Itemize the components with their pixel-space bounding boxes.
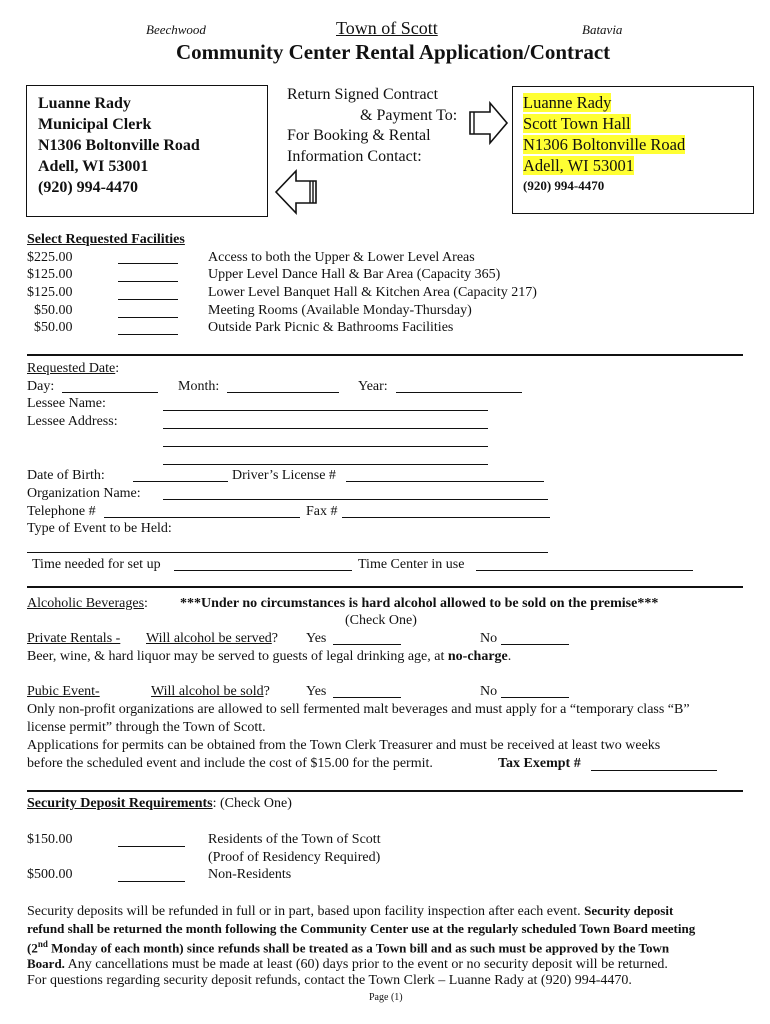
- deposit-para-1-text: Security deposits will be refunded in full or in part, based upon facility inspection after each event.: [27, 904, 581, 919]
- page-number: Page (1): [369, 992, 403, 1003]
- tax-exempt-label: Tax Exempt #: [498, 756, 581, 771]
- deposit-amount: $150.00: [27, 832, 73, 847]
- year-field[interactable]: [396, 392, 522, 393]
- beer-text-main: Beer, wine, & hard liquor may be served to guests of legal drinking age, at: [27, 649, 448, 664]
- day-label: Day:: [27, 379, 55, 394]
- lessee-address-label: Lessee Address:: [27, 414, 118, 429]
- facility-price: $125.00: [27, 285, 73, 300]
- header-center-town: Town of Scott: [336, 18, 438, 38]
- left-contact-street: N1306 Boltonville Road: [38, 137, 200, 154]
- deposit-para-1-bold: Security deposit: [584, 903, 674, 918]
- left-arrow-icon: [272, 167, 320, 217]
- private-question-mark: ?: [271, 631, 278, 646]
- lessee-name-label: Lessee Name:: [27, 396, 106, 411]
- left-contact-phone: (920) 994-4470: [38, 179, 138, 196]
- deposit-para-3-b: Monday of each month) since refunds shall be treated as a Town bill and as such must be approved by the Town: [47, 940, 670, 956]
- event-type-label: Type of Event to be Held:: [27, 521, 172, 536]
- facility-checkbox-line[interactable]: [118, 334, 178, 335]
- lessee-name-field[interactable]: [163, 410, 488, 411]
- lessee-address-field-2[interactable]: [163, 446, 488, 447]
- public-event-label: Pubic Event-: [27, 684, 100, 699]
- private-no-field[interactable]: [501, 644, 569, 645]
- facility-checkbox-line[interactable]: [118, 299, 178, 300]
- private-rentals-label: Private Rentals -: [27, 631, 121, 646]
- telephone-field[interactable]: [104, 517, 300, 518]
- right-contact-name-text: Luanne Rady: [523, 93, 612, 112]
- right-contact-name: [523, 93, 611, 113]
- deposit-paragraph-line-5: For questions regarding security deposit refunds, contact the Town Clerk – Luanne Rady at (920) 994-4470.: [27, 973, 632, 988]
- left-contact-title: Municipal Clerk: [38, 116, 152, 133]
- deposit-desc: Non-Residents: [208, 867, 292, 882]
- organization-field[interactable]: [163, 499, 548, 500]
- facility-price: $50.00: [34, 320, 73, 335]
- facility-price: $125.00: [27, 267, 73, 282]
- day-field[interactable]: [62, 392, 158, 393]
- lessee-address-field-3[interactable]: [163, 464, 488, 465]
- alcohol-heading: [27, 596, 148, 612]
- return-text-line3: For Booking & Rental: [287, 127, 431, 144]
- month-label: Month:: [178, 379, 220, 394]
- deposit-paragraph-line-2: refund shall be returned the month following the Community Center use at the regularly scheduled Town Board meeting: [27, 921, 696, 936]
- deposit-checkbox-line[interactable]: [118, 846, 185, 847]
- deposit-proof: (Proof of Residency Required): [208, 850, 381, 865]
- public-no-label: No: [480, 684, 498, 699]
- private-question: [146, 631, 278, 647]
- beer-text-period: .: [507, 649, 512, 664]
- section-divider: [27, 790, 743, 792]
- facility-desc: Access to both the Upper & Lower Level Areas: [208, 250, 475, 265]
- right-contact-city: [523, 156, 634, 176]
- section-divider: [27, 354, 743, 356]
- facility-checkbox-line[interactable]: [118, 281, 178, 282]
- fax-field[interactable]: [342, 517, 550, 518]
- facility-checkbox-line[interactable]: [118, 263, 178, 264]
- public-yes-field[interactable]: [333, 697, 401, 698]
- deposit-para-4-bold: Board.: [27, 956, 65, 971]
- facility-desc: Lower Level Banquet Hall & Kitchen Area (Capacity 217): [208, 285, 537, 300]
- return-text-line1: Return Signed Contract: [287, 86, 439, 103]
- return-text-line4: Information Contact:: [287, 148, 422, 165]
- setup-time-label: Time needed for set up: [32, 557, 161, 572]
- right-contact-street-text: N1306 Boltonville Road: [523, 135, 686, 154]
- deposit-heading-text: Security Deposit Requirements: [27, 796, 213, 811]
- license-field[interactable]: [346, 481, 544, 482]
- deposit-paragraph-line-3: [27, 939, 669, 956]
- organization-label: Organization Name:: [27, 486, 141, 501]
- deposit-desc: Residents of the Town of Scott: [208, 832, 381, 847]
- deposit-checkbox-line[interactable]: [118, 881, 185, 882]
- public-question-mark: ?: [263, 684, 270, 699]
- public-question: [151, 684, 270, 700]
- right-arrow-icon: [466, 100, 510, 146]
- beer-text-bold: no-charge: [447, 649, 508, 664]
- requested-date-colon: :: [115, 361, 120, 376]
- tax-exempt-field[interactable]: [591, 770, 717, 771]
- center-time-field[interactable]: [476, 570, 693, 571]
- year-label: Year:: [358, 379, 388, 394]
- nonprofit-line-2: license permit” through the Town of Scott.: [27, 720, 266, 735]
- deposit-para-4-text: Any cancellations must be made at least (60) days prior to the event or no security deposit will be returned.: [64, 957, 668, 972]
- right-contact-street: [523, 135, 685, 155]
- alcohol-check-one: (Check One): [345, 613, 417, 628]
- section-divider: [27, 586, 743, 588]
- telephone-label: Telephone #: [27, 504, 96, 519]
- month-field[interactable]: [227, 392, 339, 393]
- return-text-line2: & Payment To:: [360, 107, 458, 124]
- right-contact-location-text: Scott Town Hall: [523, 114, 631, 133]
- deposit-paragraph-line-1: [27, 903, 673, 920]
- left-contact-city: Adell, WI 53001: [38, 158, 149, 175]
- event-type-field[interactable]: [27, 552, 548, 553]
- header-left-town: Beechwood: [146, 22, 206, 37]
- deposit-check-one: : (Check One): [212, 796, 292, 811]
- lessee-address-field-1[interactable]: [163, 428, 488, 429]
- alcohol-heading-colon: :: [144, 596, 148, 611]
- facility-desc: Upper Level Dance Hall & Bar Area (Capacity 365): [208, 267, 501, 282]
- nonprofit-line-1: Only non-profit organizations are allowed to sell fermented malt beverages and must apply for a “temporary class “B”: [27, 702, 690, 717]
- private-yes-label: Yes: [306, 631, 327, 646]
- alcohol-heading-text: Alcoholic Beverages: [27, 596, 145, 611]
- permit-line-2: before the scheduled event and include the cost of $15.00 for the permit.: [27, 756, 433, 771]
- public-question-text: Will alcohol be sold: [151, 684, 264, 699]
- deposit-paragraph-line-4: [27, 956, 668, 973]
- private-no-label: No: [480, 631, 498, 646]
- facility-desc: Meeting Rooms (Available Monday-Thursday): [208, 303, 472, 318]
- page-title: Community Center Rental Application/Contract: [176, 40, 611, 64]
- deposit-amount: $500.00: [27, 867, 73, 882]
- dob-label: Date of Birth:: [27, 468, 105, 483]
- private-question-text: Will alcohol be served: [146, 631, 272, 646]
- facility-price: $50.00: [34, 303, 73, 318]
- right-contact-city-text: Adell, WI 53001: [523, 156, 635, 175]
- beer-text: [27, 649, 511, 665]
- center-time-label: Time Center in use: [358, 557, 465, 572]
- requested-date-heading: [27, 361, 119, 377]
- alcohol-warning: ***Under no circumstances is hard alcohol allowed to be sold on the premise***: [180, 596, 659, 611]
- fax-label: Fax #: [306, 504, 338, 519]
- facility-price: $225.00: [27, 250, 73, 265]
- setup-time-field[interactable]: [174, 570, 352, 571]
- facilities-heading: Select Requested Facilities: [27, 232, 185, 247]
- right-contact-phone: (920) 994-4470: [523, 178, 605, 193]
- requested-date-heading-text: Requested Date: [27, 361, 116, 376]
- right-contact-location: [523, 114, 631, 134]
- deposit-para-3-sup: nd: [37, 939, 48, 949]
- left-contact-name: Luanne Rady: [38, 95, 131, 112]
- facility-desc: Outside Park Picnic & Bathrooms Facilities: [208, 320, 454, 335]
- public-yes-label: Yes: [306, 684, 327, 699]
- deposit-para-3-a: (2: [27, 940, 38, 956]
- private-yes-field[interactable]: [333, 644, 401, 645]
- public-no-field[interactable]: [501, 697, 569, 698]
- header-right-town: Batavia: [582, 22, 623, 37]
- permit-line-1: Applications for permits can be obtained from the Town Clerk Treasurer and must be received at least two weeks: [27, 738, 661, 753]
- facility-checkbox-line[interactable]: [118, 317, 178, 318]
- license-label: Driver’s License #: [232, 468, 336, 483]
- dob-field[interactable]: [133, 481, 228, 482]
- deposit-heading: [27, 796, 292, 812]
